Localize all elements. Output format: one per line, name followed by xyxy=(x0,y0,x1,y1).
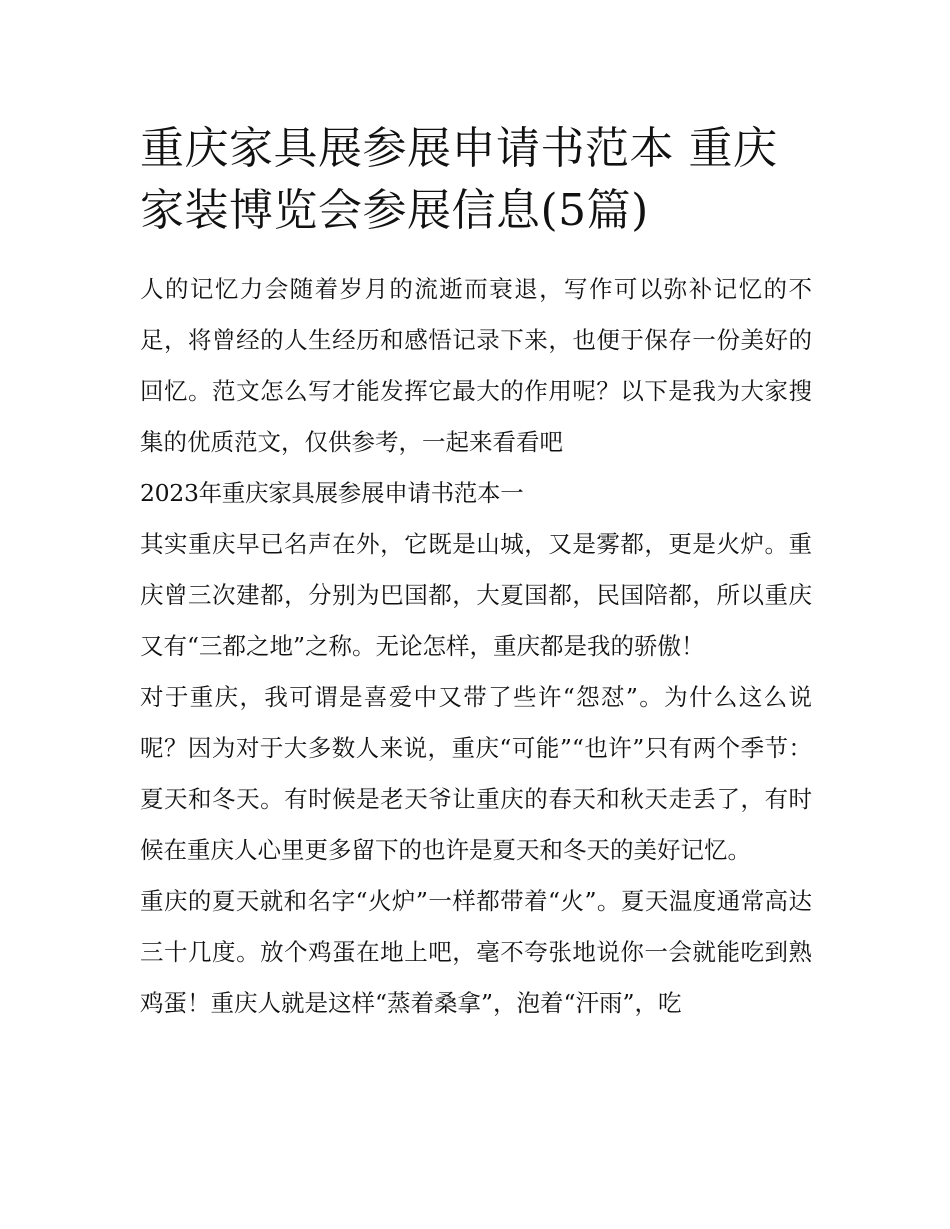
document-body xyxy=(140,264,812,1029)
body-paragraph: 其实重庆早已名声在外，它既是山城，又是雾都，更是火炉。重庆曾三次建都，分别为巴国都，大夏国都，民国陪都，所以重庆又有“三都之地”之称。无论怎样，重庆都是我的骄傲！ xyxy=(140,530,812,660)
body-paragraph: 重庆的夏天就和名字“火炉”一样都带着“火”。夏天温度通常高达三十几度。放个鸡蛋在地上吧，毫不夸张地说你一会就能吃到熟鸡蛋！重庆人就是这样“蒸着桑拿”，泡着“汗雨”，吃 xyxy=(140,887,812,1017)
intro-paragraph: 人的记忆力会随着岁月的流逝而衰退，写作可以弥补记忆的不足，将曾经的人生经历和感悟记录下来，也便于保存一份美好的回忆。范文怎么写才能发挥它最大的作用呢？以下是我为大家搜集的优质范文，仅供参考，一起来看看吧 xyxy=(140,275,812,456)
section-heading: 2023年重庆家具展参展申请书范本一 xyxy=(140,479,524,507)
document-page xyxy=(140,118,812,1029)
document-title: 重庆家具展参展申请书范本 重庆家装博览会参展信息(5篇) xyxy=(140,123,778,236)
body-paragraph: 对于重庆，我可谓是喜爱中又带了些许“怨怼”。为什么这么说呢？因为对于大多数人来说，重庆“可能”“也许”只有两个季节：夏天和冬天。有时候是老天爷让重庆的春天和秋天走丢了，有时候在重庆人心里更多留下的也许是夏天和冬天的美好记忆。 xyxy=(140,683,812,864)
